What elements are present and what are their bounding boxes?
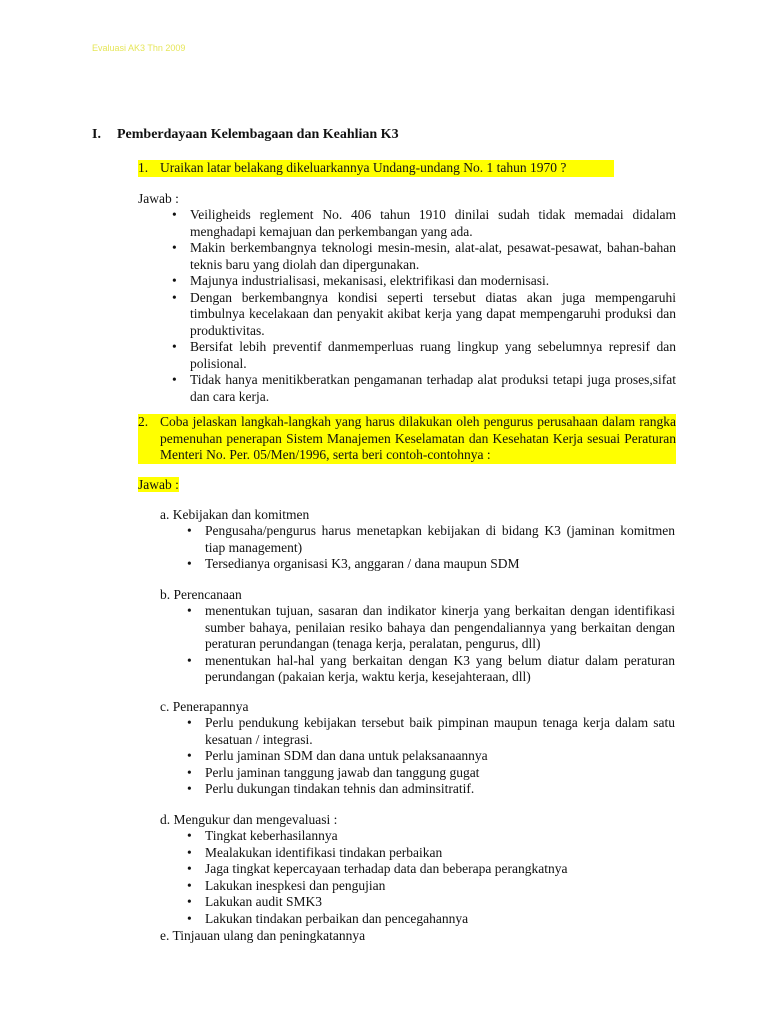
subsection-e-label: e. Tinjauan ulang dan peningkatannya <box>160 928 366 943</box>
answer-2-label-wrap <box>138 477 179 494</box>
list-item: • Perlu dukungan tindakan tehnis dan adminsitratif. <box>205 781 675 798</box>
question-1-text: Uraikan latar belakang dikeluarkannya Undang-undang No. 1 tahun 1970 ? <box>160 160 567 175</box>
list-item: • menentukan tujuan, sasaran dan indikator kinerja yang berkaitan dengan identifikasi sumber bahaya, penilaian resiko bahaya dan pengendaliannya yang berkaitan dengan peraturan perundangan (tenaga kerja, peralatan, pengurus, dll) <box>205 603 675 653</box>
list-item: • Pengusaha/pengurus harus menetapkan kebijakan di bidang K3 (jaminan komitmen tiap management) <box>205 523 675 556</box>
list-item: • Perlu jaminan SDM dan dana untuk pelaksanaannya <box>205 748 675 765</box>
section-heading <box>92 127 399 144</box>
list-item: • Perlu pendukung kebijakan tersebut baik pimpinan maupun tenaga kerja dalam satu kesatuan / integrasi. <box>205 715 675 748</box>
list-item: • Dengan berkembangnya kondisi seperti tersebut diatas akan juga mempengaruhi timbulnya kecelakaan dan penyakit akibat kerja yang dapat mempengaruhi produksi dan produktivitas. <box>190 290 676 340</box>
list-item: • Jaga tingkat kepercayaan terhadap data dan beberapa perangkatnya <box>205 861 675 878</box>
list-item: • Veiligheids reglement No. 406 tahun 1910 dinilai sudah tidak memadai didalam menghadapi kemajuan dan perkembangan yang ada. <box>190 207 676 240</box>
question-2-text: Coba jelaskan langkah-langkah yang harus dilakukan oleh pengurus perusahaan dalam rangka pemenuhan penerapan Sistem Manajemen Keselamatan dan Kesehatan Kerja sesuai Peraturan Menteri No. Per. 05/Men/1996, serta beri contoh-contohnya : <box>160 414 676 462</box>
list-item: • Mealakukan identifikasi tindakan perbaikan <box>205 845 675 862</box>
list-item: • Makin berkembangnya teknologi mesin-mesin, alat-alat, pesawat-pesawat, bahan-bahan teknis baru yang diolah dan dipergunakan. <box>190 240 676 273</box>
question-2-number: 2. <box>138 414 149 429</box>
subsection-a-label: a. Kebijakan dan komitmen <box>160 507 310 522</box>
subsection-b-label: b. Perencanaan <box>160 587 242 602</box>
question-1 <box>138 160 678 177</box>
list-item: • Lakukan audit SMK3 <box>205 894 675 911</box>
page-header: Evaluasi AK3 Thn 2009 <box>92 43 186 53</box>
subsection-b-list <box>205 603 675 686</box>
question-2 <box>138 414 678 464</box>
list-item: • menentukan hal-hal yang berkaitan dengan K3 yang belum diatur dalam peraturan perundangan (pakaian kerja, waktu kerja, kesejahteraan, dll) <box>205 653 675 686</box>
list-item: • Perlu jaminan tanggung jawab dan tanggung gugat <box>205 765 675 782</box>
section-number: I. <box>92 127 101 142</box>
question-1-number: 1. <box>138 160 149 175</box>
list-item: • Majunya industrialisasi, mekanisasi, elektrifikasi dan modernisasi. <box>190 273 676 290</box>
list-item: • Tingkat keberhasilannya <box>205 828 675 845</box>
list-item: • Bersifat lebih preventif danmemperluas ruang lingkup yang sebelumnya represif dan polisional. <box>190 339 676 372</box>
list-item: • Lakukan tindakan perbaikan dan pencegahannya <box>205 911 675 928</box>
subsection-d-list <box>205 828 675 927</box>
subsection-c-list <box>205 715 675 798</box>
subsection-d-label: d. Mengukur dan mengevaluasi : <box>160 812 338 827</box>
answer-2-label: Jawab : <box>138 477 179 492</box>
subsection-a-list <box>205 523 675 573</box>
list-item: • Tidak hanya menitikberatkan pengamanan terhadap alat produksi tetapi juga proses,sifat dan cara kerja. <box>190 372 676 405</box>
section-title: Pemberdayaan Kelembagaan dan Keahlian K3 <box>117 127 399 142</box>
list-item: • Tersedianya organisasi K3, anggaran / dana maupun SDM <box>205 556 675 573</box>
subsection-c-label: c. Penerapannya <box>160 699 249 714</box>
answer-1-label: Jawab : <box>138 191 179 206</box>
list-item: • Lakukan inespkesi dan pengujian <box>205 878 675 895</box>
answer-1-list <box>190 207 676 405</box>
